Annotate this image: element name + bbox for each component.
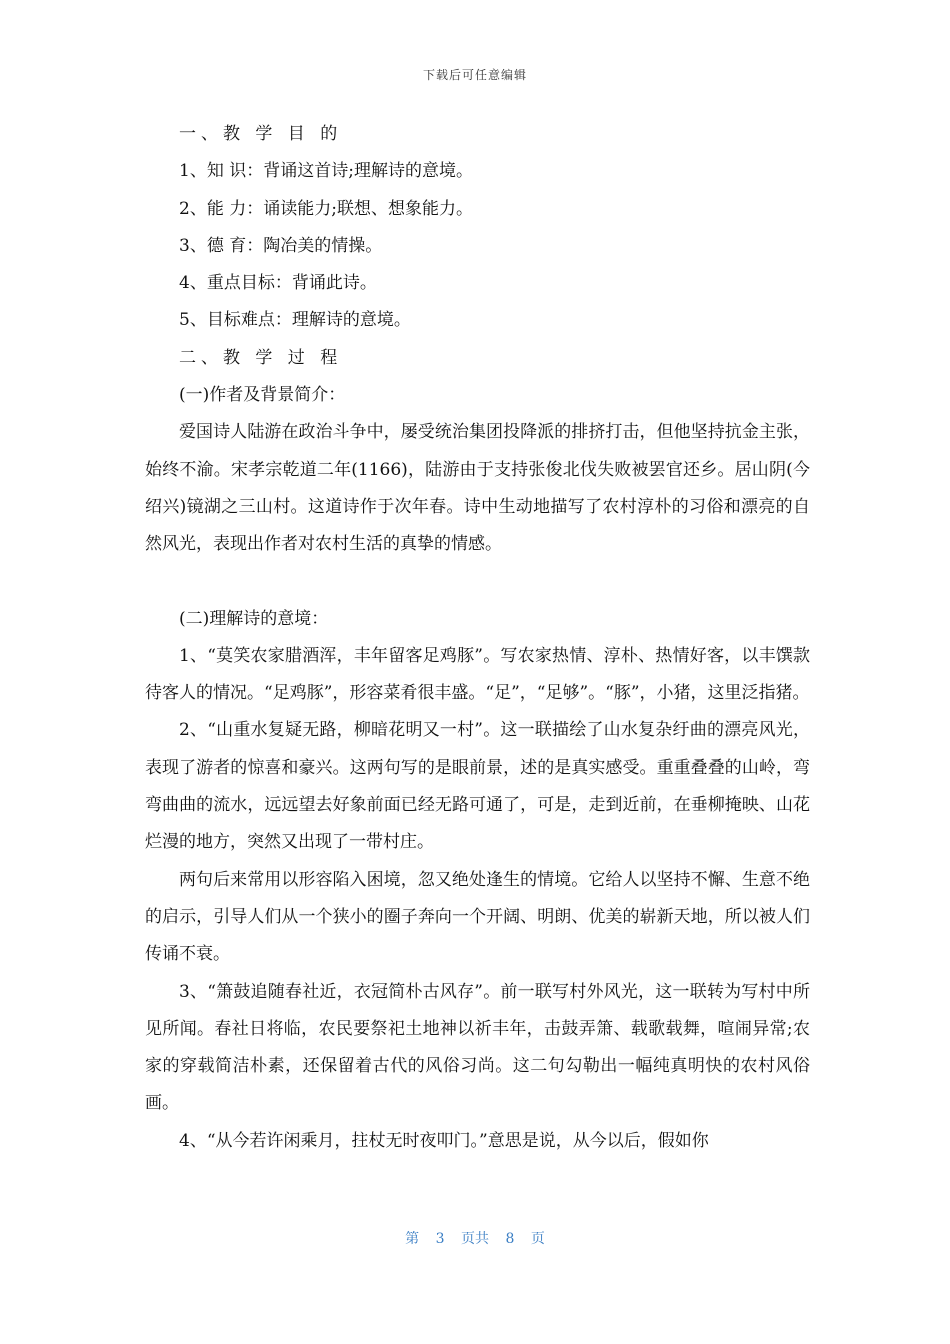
page-header-note: 下载后可任意编辑 bbox=[422, 68, 527, 82]
objective-knowledge: 1、知 识：背诵这首诗;理解诗的意境。 bbox=[179, 161, 473, 182]
paragraph-line-3: 3、“箫鼓追随春社近，衣冠简朴古风存”。前一联写村外风光，这一联转为写村中所见所闻。春社日将临，农民要祭祀土地神以祈丰年，击鼓弄箫、载歌载舞，喧闹异常;农家的穿载简洁朴素，还保留着古代的风俗习尚。这二句勾勒出一幅纯真明快的农村风俗画。 bbox=[145, 981, 810, 1114]
section-heading-objectives: 一、教 学 目 的 bbox=[179, 124, 343, 144]
paragraph-line-2-extension: 两句后来常用以形容陷入困境，忽又绝处逢生的情境。它给人以坚持不懈、生意不绝的启示，引导人们从一个狭小的圈子奔向一个开阔、明朗、优美的崭新天地，所以被人们传诵不衰。 bbox=[145, 869, 810, 965]
footer-current-page: 3 bbox=[435, 1231, 445, 1247]
paragraph-author-background: 爱国诗人陆游在政治斗争中，屡受统治集团投降派的排挤打击，但他坚持抗金主张，始终不渝。宋孝宗乾道二年(1166)，陆游由于支持张俊北伐失败被罢官还乡。居山阴(今绍兴)镜湖之三山村。这道诗作于次年春。诗中生动地描写了农村淳朴的习俗和漂亮的自然风光，表现出作者对农村生活的真挚的情感。 bbox=[145, 422, 810, 555]
page-footer bbox=[0, 1228, 950, 1248]
subheading-poem-meaning: (二)理解诗的意境： bbox=[179, 608, 329, 629]
footer-label-di: 第 bbox=[405, 1231, 420, 1247]
objective-moral: 3、德 育：陶冶美的情操。 bbox=[179, 235, 383, 256]
subheading-author-background: (一)作者及背景简介： bbox=[179, 385, 346, 406]
section-heading-process: 二、教 学 过 程 bbox=[179, 347, 343, 368]
objective-difficulty: 5、目标难点：理解诗的意境。 bbox=[179, 310, 411, 331]
footer-total-pages: 8 bbox=[505, 1231, 515, 1247]
document-body bbox=[145, 116, 810, 1160]
paragraph-line-4: 4、“从今若许闲乘月，拄杖无时夜叩门。”意思是说，从今以后，假如你 bbox=[179, 1130, 709, 1151]
objective-key-point: 4、重点目标：背诵此诗。 bbox=[179, 273, 377, 294]
paragraph-line-2: 2、“山重水复疑无路，柳暗花明又一村”。这一联描绘了山水复杂纡曲的漂亮风光，表现了游者的惊喜和豪兴。这两句写的是眼前景，述的是真实感受。重重叠叠的山岭，弯弯曲曲的流水，远远望去好象前面已经无路可通了，可是，走到近前，在垂柳掩映、山花烂漫的地方，突然又出现了一带村庄。 bbox=[145, 720, 810, 853]
footer-label-ye-gong: 页共 bbox=[461, 1231, 489, 1247]
objective-ability: 2、能 力：诵读能力;联想、想象能力。 bbox=[179, 198, 473, 219]
paragraph-line-1: 1、“莫笑农家腊酒浑，丰年留客足鸡豚”。写农家热情、淳朴、热情好客，以丰馔款待客人的情况。“足鸡豚”，形容菜肴很丰盛。“足”，“足够”。“豚”，小猪，这里泛指猪。 bbox=[145, 645, 810, 704]
footer-label-ye: 页 bbox=[530, 1231, 545, 1247]
